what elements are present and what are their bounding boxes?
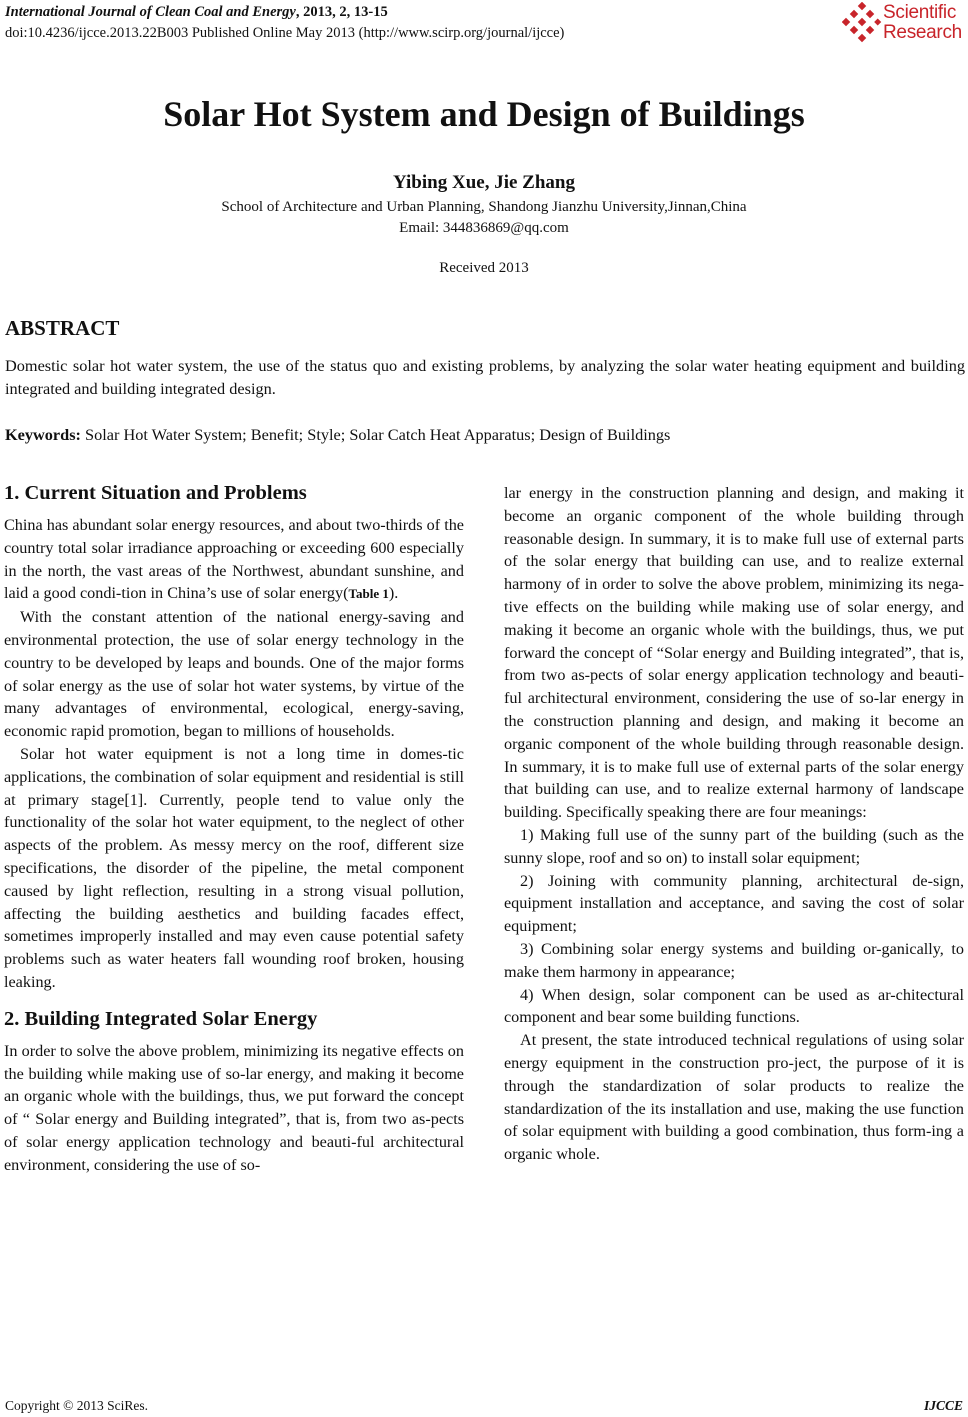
journal-volume-info: , 2013, 2, 13-15	[295, 4, 388, 20]
scientific-research-dots-icon	[842, 2, 882, 44]
section-2-paragraph-1: In order to solve the above problem, minimizing its negative effects on the building while making use of so-lar energy, and making it become an organic whole with the buildings, thus, we put forward the concept of “ Solar energy and Building integrated”, that is, from two as-pects of solar energy application technology and beauti-ful architectural environment, considering the use of so-	[4, 1041, 464, 1174]
left-column	[4, 480, 464, 1177]
table-reference-link[interactable]: Table 1	[348, 586, 389, 602]
footer-copyright: Copyright © 2013 SciRes.	[5, 1398, 149, 1413]
footer-journal-abbrev: IJCCE	[923, 1398, 963, 1413]
section-1-paragraph-1-text: China has abundant solar energy resources, and about two-thirds of the country total solar irradiance approaching or exceeding 600 especially in the north, the vast areas of the Northwest, abundant sunshine, and laid a good condi-tion in China’s use of solar energy(	[4, 516, 464, 603]
keywords-label: Keywords:	[5, 425, 81, 444]
logo-text-line2: Research	[883, 22, 962, 43]
meaning-item-2: 2) Joining with community planning, architectural de-sign, equipment installation and acceptance, and saving the cost of solar equipment;	[504, 871, 964, 936]
right-column	[504, 482, 964, 1166]
abstract-heading: ABSTRACT	[5, 316, 120, 340]
right-paragraph-2: At present, the state introduced technical regulations of using solar energy equipment in the construction pro-ject, the purpose of it is through the standardization of solar products to realize the standardization of the its installation and use, making the use function of solar equipment with building a good combination, thus form-ing a organic whole.	[504, 1031, 964, 1164]
right-paragraph-1: lar energy in the construction planning and design, and making it become an organic component of the whole building through reasonable design. In summary, it is to make full use of external parts of the solar energy that building can use, and to realize external harmony of in order to solve the above problem, minimizing its nega-tive effects on the building while making use of solar energy, and making it become an organic whole with the buildings, thus, we put forward the concept of “Solar energy and Building integrated”, that is, from two as-pects of solar energy application technology and beauti-ful architectural environment, considering the use of so-lar energy in the construction planning and design, and making it become an organic component of the whole building through reasonable design. In summary, it is to make full use of external parts of the solar energy that building can use, and to realize external harmony of landscape building. Specifically speaking there are four meanings:	[504, 484, 964, 822]
publisher-logo	[842, 2, 962, 44]
keywords	[5, 423, 965, 446]
doi-line: doi:10.4236/ijcce.2013.22B003 Published Online May 2013 (http://www.scirp.org/journal/ijcce)	[5, 25, 565, 41]
journal-citation	[5, 2, 825, 23]
logo-text-line1: Scientific	[883, 2, 957, 23]
section-1-heading: 1. Current Situation and Problems	[4, 482, 307, 504]
running-header	[5, 2, 825, 44]
keywords-text: Solar Hot Water System; Benefit; Style; Solar Catch Heat Apparatus; Design of Buildings	[80, 425, 671, 444]
section-1-paragraph-3: Solar hot water equipment is not a long time in domes-tic applications, the combination of solar equipment and residential is still at primary stage[1]. Currently, people tend to value only the functionality of the solar hot water equipment, to the neglect of other aspects of the problem. As messy mercy on the roof, different size specifications, the disorder of the pipeline, the metal component caused by light reflection, resulting in a strong visual pollution, affecting the building aesthetics and building facades effect, sometimes improperly installed and may even cause potential safety problems such as water heaters fall wounding roof broken, housing leaking.	[4, 744, 464, 991]
meaning-item-4: 4) When design, solar component can be used as ar-chitectural component and bear some building functions.	[504, 985, 964, 1027]
section-1-paragraph-1	[4, 514, 464, 606]
author-email: Email: 344836869@qq.com	[399, 220, 569, 236]
section-1-paragraph-2: With the constant attention of the national energy-saving and environmental protection, the use of solar energy technology in the country to be developed by leaps and bounds. One of the major forms of solar energy as the use of solar hot water systems, by virtue of the many advantages of environmental, ecological, energy-saving, economic rapid promotion, began to millions of households.	[4, 608, 464, 741]
meaning-item-1: 1) Making full use of the sunny part of the building (such as the sunny slope, roof and so on) to install solar equipment;	[504, 825, 964, 867]
received-date: Received 2013	[439, 260, 529, 276]
abstract-text: Domestic solar hot water system, the use of the status quo and existing problems, by analyzing the solar water heating equipment and building integrated and building integrated design.	[5, 356, 965, 398]
paper-title: Solar Hot System and Design of Buildings	[163, 94, 805, 134]
journal-name: International Journal of Clean Coal and Energy	[5, 4, 296, 20]
affiliation: School of Architecture and Urban Planning, Shandong Jianzhu University,Jinnan,China	[221, 199, 747, 215]
authors: Yibing Xue, Jie Zhang	[393, 172, 575, 193]
section-1-paragraph-1-end: ).	[388, 584, 399, 603]
section-2-heading: 2. Building Integrated Solar Energy	[4, 1007, 318, 1030]
meaning-item-3: 3) Combining solar energy systems and building or-ganically, to make them harmony in appearance;	[504, 939, 964, 981]
